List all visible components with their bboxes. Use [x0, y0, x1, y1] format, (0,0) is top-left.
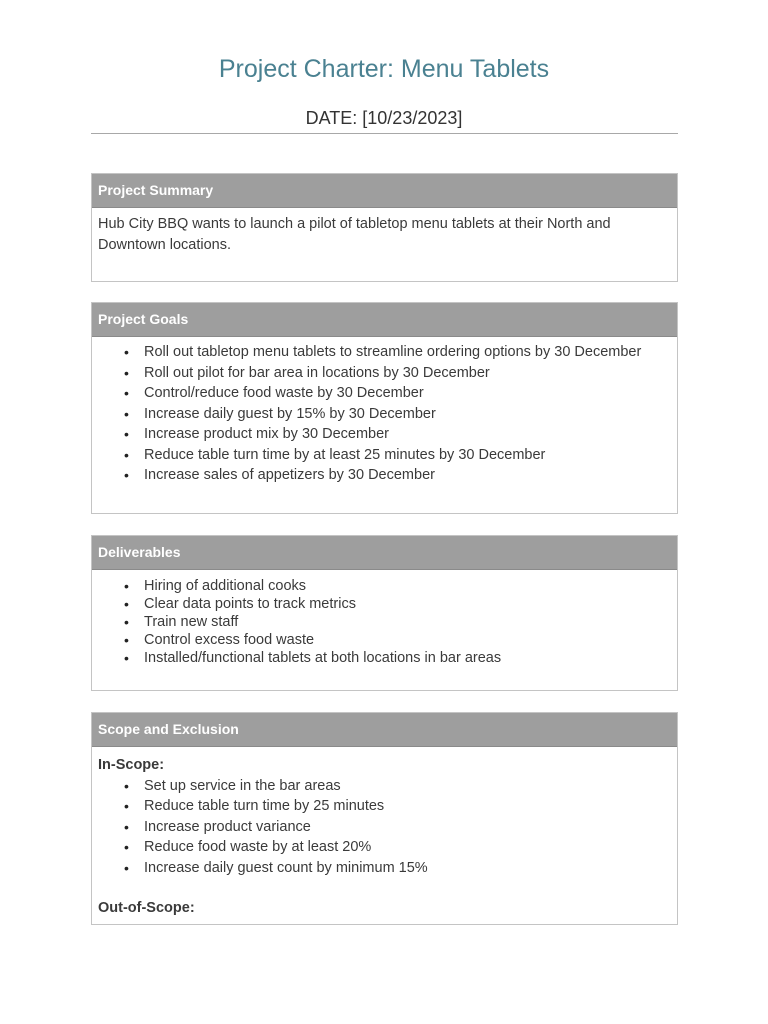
out-of-scope-label: Out-of-Scope:: [98, 900, 195, 916]
project-summary-body: [92, 208, 677, 261]
project-goals-body: [92, 337, 677, 492]
goal-item: • Increase sales of appetizers by 30 December: [124, 465, 671, 486]
project-summary-text: Hub City BBQ wants to launch a pilot of tabletop menu tablets at their North and Downtown locations.: [98, 216, 611, 253]
goal-item: • Roll out pilot for bar area in locations by 30 December: [124, 363, 671, 384]
deliverables-list: [98, 577, 671, 667]
deliverable-item: • Hiring of additional cooks: [124, 577, 671, 595]
project-goals-section: [91, 302, 678, 514]
goal-item: • Roll out tabletop menu tablets to streamline ordering options by 30 December: [124, 342, 671, 363]
in-scope-item: • Reduce food waste by at least 20%: [124, 837, 671, 858]
header-divider: [91, 133, 678, 134]
scope-section: [91, 712, 678, 925]
goal-item: • Reduce table turn time by at least 25 minutes by 30 December: [124, 445, 671, 466]
project-summary-heading: Project Summary: [92, 174, 677, 208]
deliverable-item: • Train new staff: [124, 613, 671, 631]
page-title: Project Charter: Menu Tablets: [218, 55, 550, 83]
project-goals-list: [98, 342, 671, 486]
in-scope-label: In-Scope:: [98, 757, 165, 773]
in-scope-item: • Increase product variance: [124, 817, 671, 838]
scope-body: [92, 747, 677, 925]
deliverables-body: [92, 570, 677, 673]
in-scope-item: • Increase daily guest count by minimum 15%: [124, 858, 671, 879]
in-scope-item: • Reduce table turn time by 25 minutes: [124, 796, 671, 817]
goal-item: • Increase daily guest by 15% by 30 December: [124, 404, 671, 425]
goal-item: • Control/reduce food waste by 30 December: [124, 383, 671, 404]
in-scope-item: • Set up service in the bar areas: [124, 776, 671, 797]
deliverable-item: • Control excess food waste: [124, 631, 671, 649]
project-goals-heading: Project Goals: [92, 303, 677, 337]
deliverable-item: • Installed/functional tablets at both locations in bar areas: [124, 649, 671, 667]
in-scope-list: [98, 776, 671, 879]
deliverables-section: [91, 535, 678, 691]
deliverables-heading: Deliverables: [92, 536, 677, 570]
goal-item: • Increase product mix by 30 December: [124, 424, 671, 445]
document-date: DATE: [10/23/2023]: [305, 108, 463, 128]
scope-heading: Scope and Exclusion: [92, 713, 677, 747]
project-summary-section: [91, 173, 678, 282]
deliverable-item: • Clear data points to track metrics: [124, 595, 671, 613]
